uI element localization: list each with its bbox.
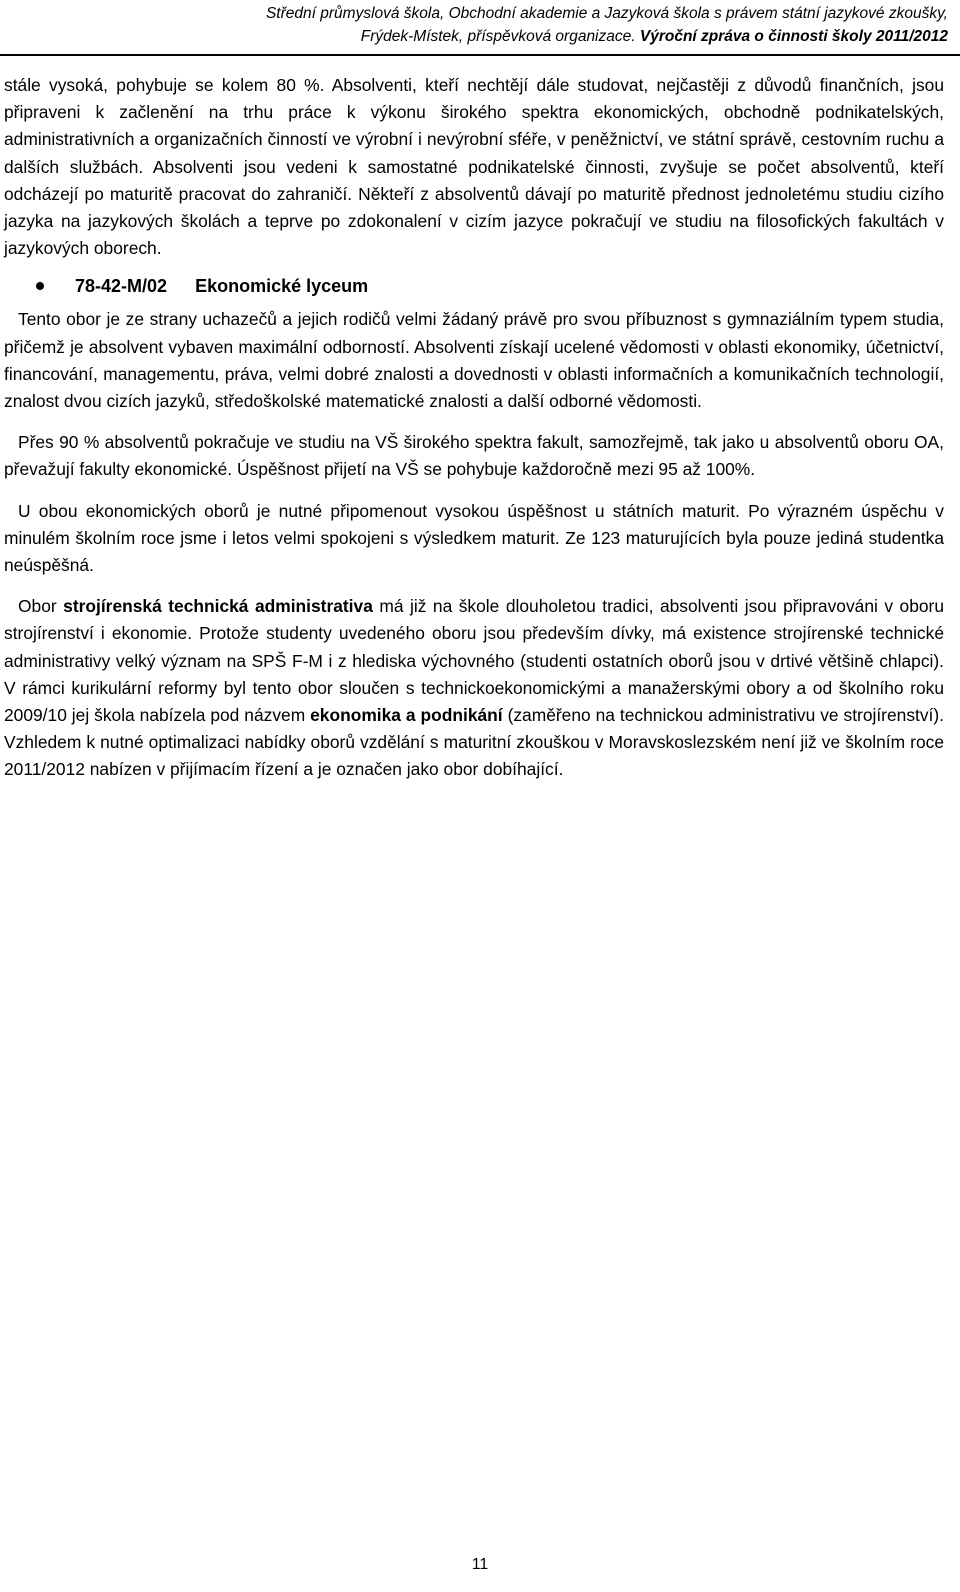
section-heading-economic-lyceum: [4, 272, 944, 300]
paragraph-university-admission: Přes 90 % absolventů pokračuje ve studiu na VŠ širokého spektra fakult, samozřejmě, tak jako u absolventů oboru OA, převažují fakulty ekonomické. Úspěšnost přijetí na VŠ se pohybuje každoročně mezi 95 až 100%.: [4, 432, 944, 480]
paragraph-technical-administration: [4, 593, 944, 783]
page-body: [4, 72, 944, 784]
header-report-title: Výroční zpráva o činnosti školy 2011/2012: [639, 28, 948, 45]
p5-bold-new-field-name: ekonomika a podnikání: [310, 705, 503, 726]
header-line-2: [0, 25, 948, 48]
p5-text-a: Obor: [18, 596, 64, 617]
header-organization: Frýdek-Místek, příspěvková organizace.: [360, 28, 640, 45]
paragraph-graduates: stále vysoká, pohybuje se kolem 80 %. Absolventi, kteří nechtějí dále studovat, nejčastěji z důvodů finančních, jsou připraveni k začlenění na trhu práce k výkonu širokého spektra ekonomických, obchodně podnikatelských, administrativních a organizačních činností ve výrobní i nevýrobní sféře, v peněžnictví, ve státní správě, cestovním ruchu a dalších službách. Absolventi jsou vedeni k samostatné podnikatelské činnosti, zvyšuje se počet absolventů, kteří odcházejí po maturitě pracovat do zahraničí. Někteří z absolventů dávají po maturitě přednost jednoletému studiu cizího jazyka na jazykových školách a teprve po zdokonalení v cizím jazyce pokračují ve studiu na filosofických fakultách v jazykových oborech.: [4, 75, 944, 259]
header-line-1: Střední průmyslová škola, Obchodní akademie a Jazyková škola s právem státní jazykové zkoušky,: [265, 5, 948, 22]
page-number: 11: [471, 1556, 489, 1573]
header-divider: [0, 54, 960, 56]
p5-text-c: (zaměřeno na technickou administrativu ve strojírenství). Vzhledem k nutné optimalizaci nabídky oborů vzdělání s maturitní zkouškou v Moravskoslezském není již ve školním roce 2011/2012 nabízen v přijímacím řízení a je označen jako obor dobíhající.: [4, 705, 944, 780]
field-title: Ekonomické lyceum: [195, 276, 369, 297]
paragraph-state-exams: U obou ekonomických oborů je nutné připomenout vysokou úspěšnost u státních maturit. Po výrazném úspěchu v minulém školním roce jsme i letos velmi spokojeni s výsledkem maturit. Ze 123 maturujících byla pouze jediná studentka neúspěšná.: [4, 500, 944, 576]
paragraph-lyceum-description: Tento obor je ze strany uchazečů a jejich rodičů velmi žádaný právě pro svou příbuznost s gymnaziálním typem studia, přičemž je absolvent vybaven maximální odborností. Absolventi získají ucelené vědomosti v oblasti ekonomiky, účetnictví, financování, managementu, práva, velmi dobré znalosti a dovednosti v oblasti informačních a komunikačních technologií, znalost dvou cizích jazyků, středoškolské matematické znalosti a další odborné vědomosti.: [4, 309, 944, 412]
p5-bold-field-name: strojírenská technická administrativa: [63, 596, 373, 617]
page-header: [0, 2, 948, 48]
bullet-icon: [36, 282, 44, 290]
field-code: 78-42-M/02: [75, 276, 168, 297]
p5-text-b: má již na škole dlouholetou tradici, absolventi jsou připravováni v oboru strojírenství i ekonomie. Protože studenty uvedeného oboru jsou především dívky, má existence strojírenské technické administrativy velký význam na SPŠ F-M i z hlediska výchovného (studenti ostatních oborů jsou v drtivé většině chlapci). V rámci kurikulární reformy byl tento obor sloučen s technickoekonomickými a manažerskými obory a od školního roku 2009/10 jej škola nabízela pod názvem: [4, 596, 944, 726]
